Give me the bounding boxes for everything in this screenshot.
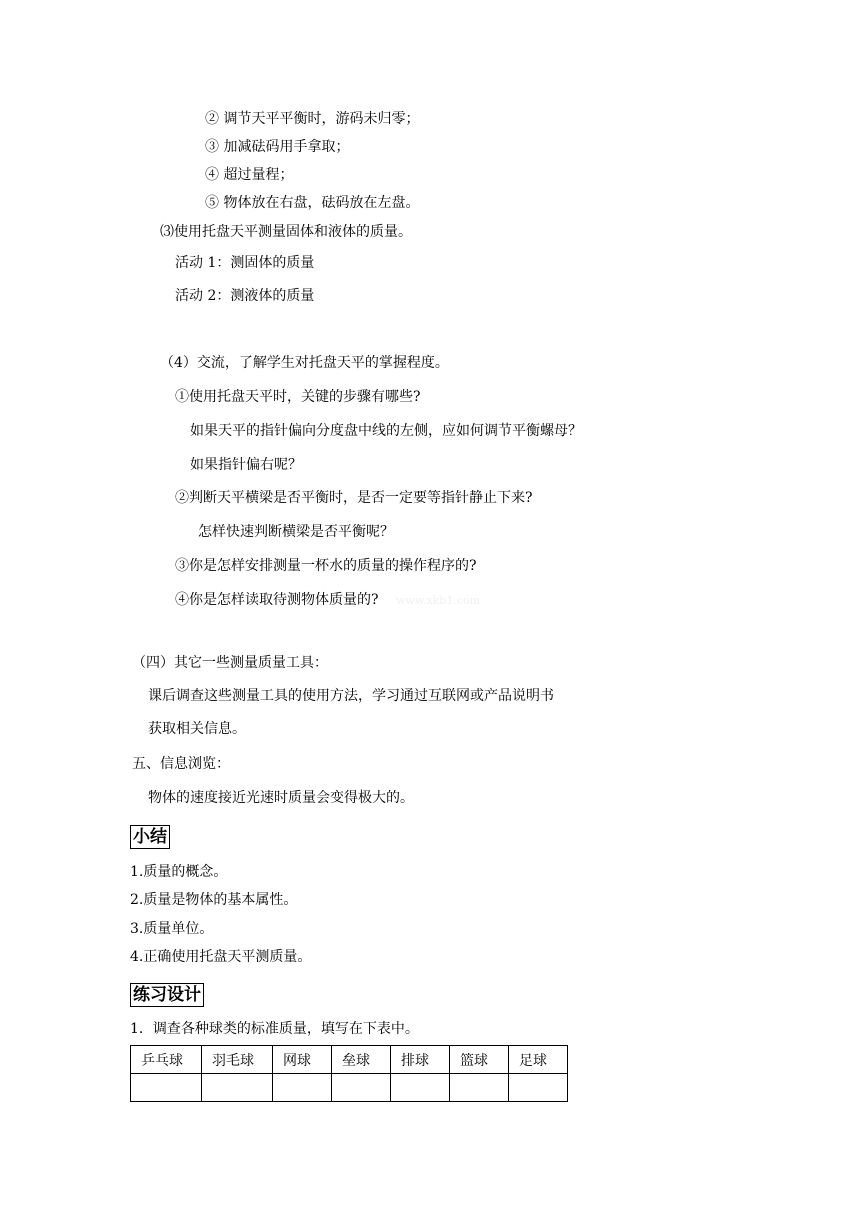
- question-1-a: 如果天平的指针偏向分度盘中线的左侧，应如何调节平衡螺母？: [190, 423, 582, 439]
- table-header-cell: 网球: [273, 1046, 332, 1074]
- summary-item-1: 1.质量的概念。: [130, 864, 228, 880]
- activity-2: 活动 2：测液体的质量: [175, 288, 315, 304]
- table-header-cell: 排球: [391, 1046, 450, 1074]
- ball-mass-table: [130, 1045, 568, 1102]
- table-header-cell: 篮球: [450, 1046, 509, 1074]
- table-cell: [450, 1074, 509, 1102]
- section-4-text-1: 课后调查这些测量工具的使用方法，学习通过互联网或产品说明书: [148, 688, 554, 704]
- table-row: [131, 1074, 568, 1102]
- exercise-question-1: 1．调查各种球类的标准质量，填写在下表中。: [130, 1021, 419, 1037]
- summary-item-4: 4.正确使用托盘天平测质量。: [130, 949, 312, 965]
- section-5-title: 五、信息浏览：: [132, 756, 230, 772]
- error-item-2: ② 调节天平平衡时，游码未归零；: [205, 111, 420, 127]
- section-5-text: 物体的速度接近光速时质量会变得极大的。: [148, 790, 414, 806]
- table-header-row: [131, 1046, 568, 1074]
- step-4: （4）交流，了解学生对托盘天平的掌握程度。: [160, 355, 449, 371]
- section-4-title: （四）其它一些测量质量工具：: [132, 655, 328, 671]
- question-3: ③你是怎样安排测量一杯水的质量的操作程序的?: [175, 558, 477, 574]
- table-cell: [273, 1074, 332, 1102]
- table-cell: [131, 1074, 202, 1102]
- summary-heading: 小结: [130, 825, 170, 849]
- question-1: ①使用托盘天平时，关键的步骤有哪些?: [175, 389, 421, 405]
- table-cell: [332, 1074, 391, 1102]
- table-header-cell: 垒球: [332, 1046, 391, 1074]
- question-2-a: 怎样快速判断横梁是否平衡呢？: [198, 524, 394, 540]
- table-cell: [391, 1074, 450, 1102]
- table-cell: [509, 1074, 568, 1102]
- question-4: ④你是怎样读取待测物体质量的?: [175, 592, 379, 608]
- summary-item-3: 3.质量单位。: [130, 921, 214, 937]
- error-item-3: ③ 加减砝码用手拿取；: [205, 139, 350, 155]
- table-header-cell: 乒乓球: [131, 1046, 202, 1074]
- exercise-heading: 练习设计: [130, 983, 204, 1007]
- error-item-5: ⑤ 物体放在右盘，砝码放在左盘。: [205, 195, 420, 211]
- error-item-4: ④ 超过量程；: [205, 167, 294, 183]
- table-header-cell: 羽毛球: [202, 1046, 273, 1074]
- summary-item-2: 2.质量是物体的基本属性。: [130, 892, 298, 908]
- section-4-text-2: 获取相关信息。: [148, 721, 246, 737]
- question-1-b: 如果指针偏右呢？: [190, 457, 302, 473]
- question-2: ②判断天平横梁是否平衡时，是否一定要等指针静止下来?: [175, 490, 533, 506]
- activity-1: 活动 1：测固体的质量: [175, 255, 315, 271]
- watermark: www.xkb1.com: [396, 594, 481, 607]
- table-cell: [202, 1074, 273, 1102]
- step-3: ⑶使用托盘天平测量固体和液体的质量。: [160, 224, 412, 240]
- table-header-cell: 足球: [509, 1046, 568, 1074]
